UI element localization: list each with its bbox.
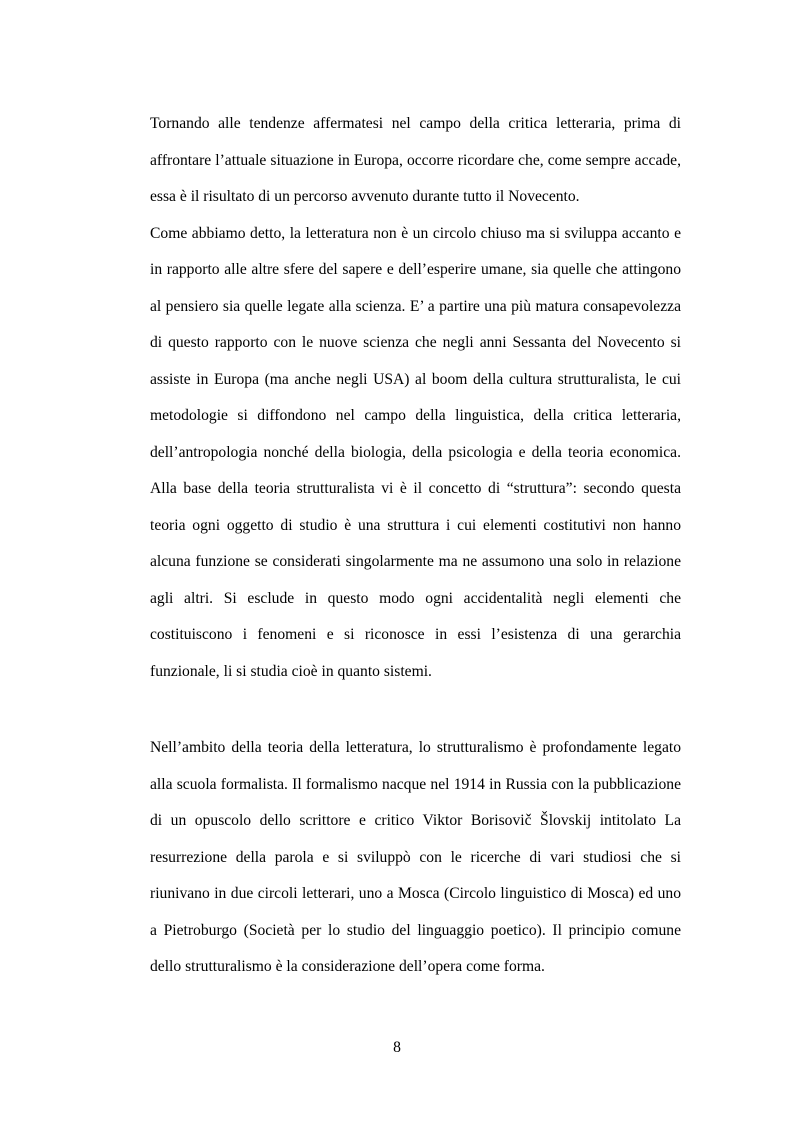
text-block-upper <box>150 106 681 690</box>
page-number: 8 <box>393 1039 401 1056</box>
paragraph: Tornando alle tendenze affermatesi nel campo della critica letteraria, prima di affrontare l’attuale situazione in Europa, occorre ricordare che, come sempre accade, essa è il risultato di un percorso avvenuto durante tutto il Novecento. <box>150 115 681 205</box>
text-block-lower <box>150 730 681 986</box>
paragraph: Nell’ambito della teoria della letteratura, lo strutturalismo è profondamente legato alla scuola formalista. Il formalismo nacque nel 1914 in Russia con la pubblicazione di un opuscolo dello scrittore e critico Viktor Borisovič Šlovskij intitolato La resurrezione della parola e si sviluppò con le ricerche di vari studiosi che si riunivano in due circoli letterari, uno a Mosca (Circolo linguistico di Mosca) ed uno a Pietroburgo (Società per lo studio del linguaggio poetico). Il principio comune dello strutturalismo è la considerazione dell’opera come forma. <box>150 739 681 975</box>
paragraph: Come abbiamo detto, la letteratura non è un circolo chiuso ma si sviluppa accanto e in rapporto alle altre sfere del sapere e dell’esperire umane, sia quelle che attingono al pensiero sia quelle legate alla scienza. E’ a partire una più matura consapevolezza di questo rapporto con le nuove scienza che negli anni Sessanta del Novecento si assiste in Europa (ma anche negli USA) al boom della cultura strutturalista, le cui metodologie si diffondono nel campo della linguistica, della critica letteraria, dell’antropologia nonché della biologia, della psicologia e della teoria economica. Alla base della teoria strutturalista vi è il concetto di “struttura”: secondo questa teoria ogni oggetto di studio è una struttura i cui elementi costitutivi non hanno alcuna funzione se considerati singolarmente ma ne assumono una solo in relazione agli altri. Si esclude in questo modo ogni accidentalità negli elementi che costituiscono i fenomeni e si riconosce in essi l’esistenza di una gerarchia funzionale, li si studia cioè in quanto sistemi. <box>150 224 681 680</box>
